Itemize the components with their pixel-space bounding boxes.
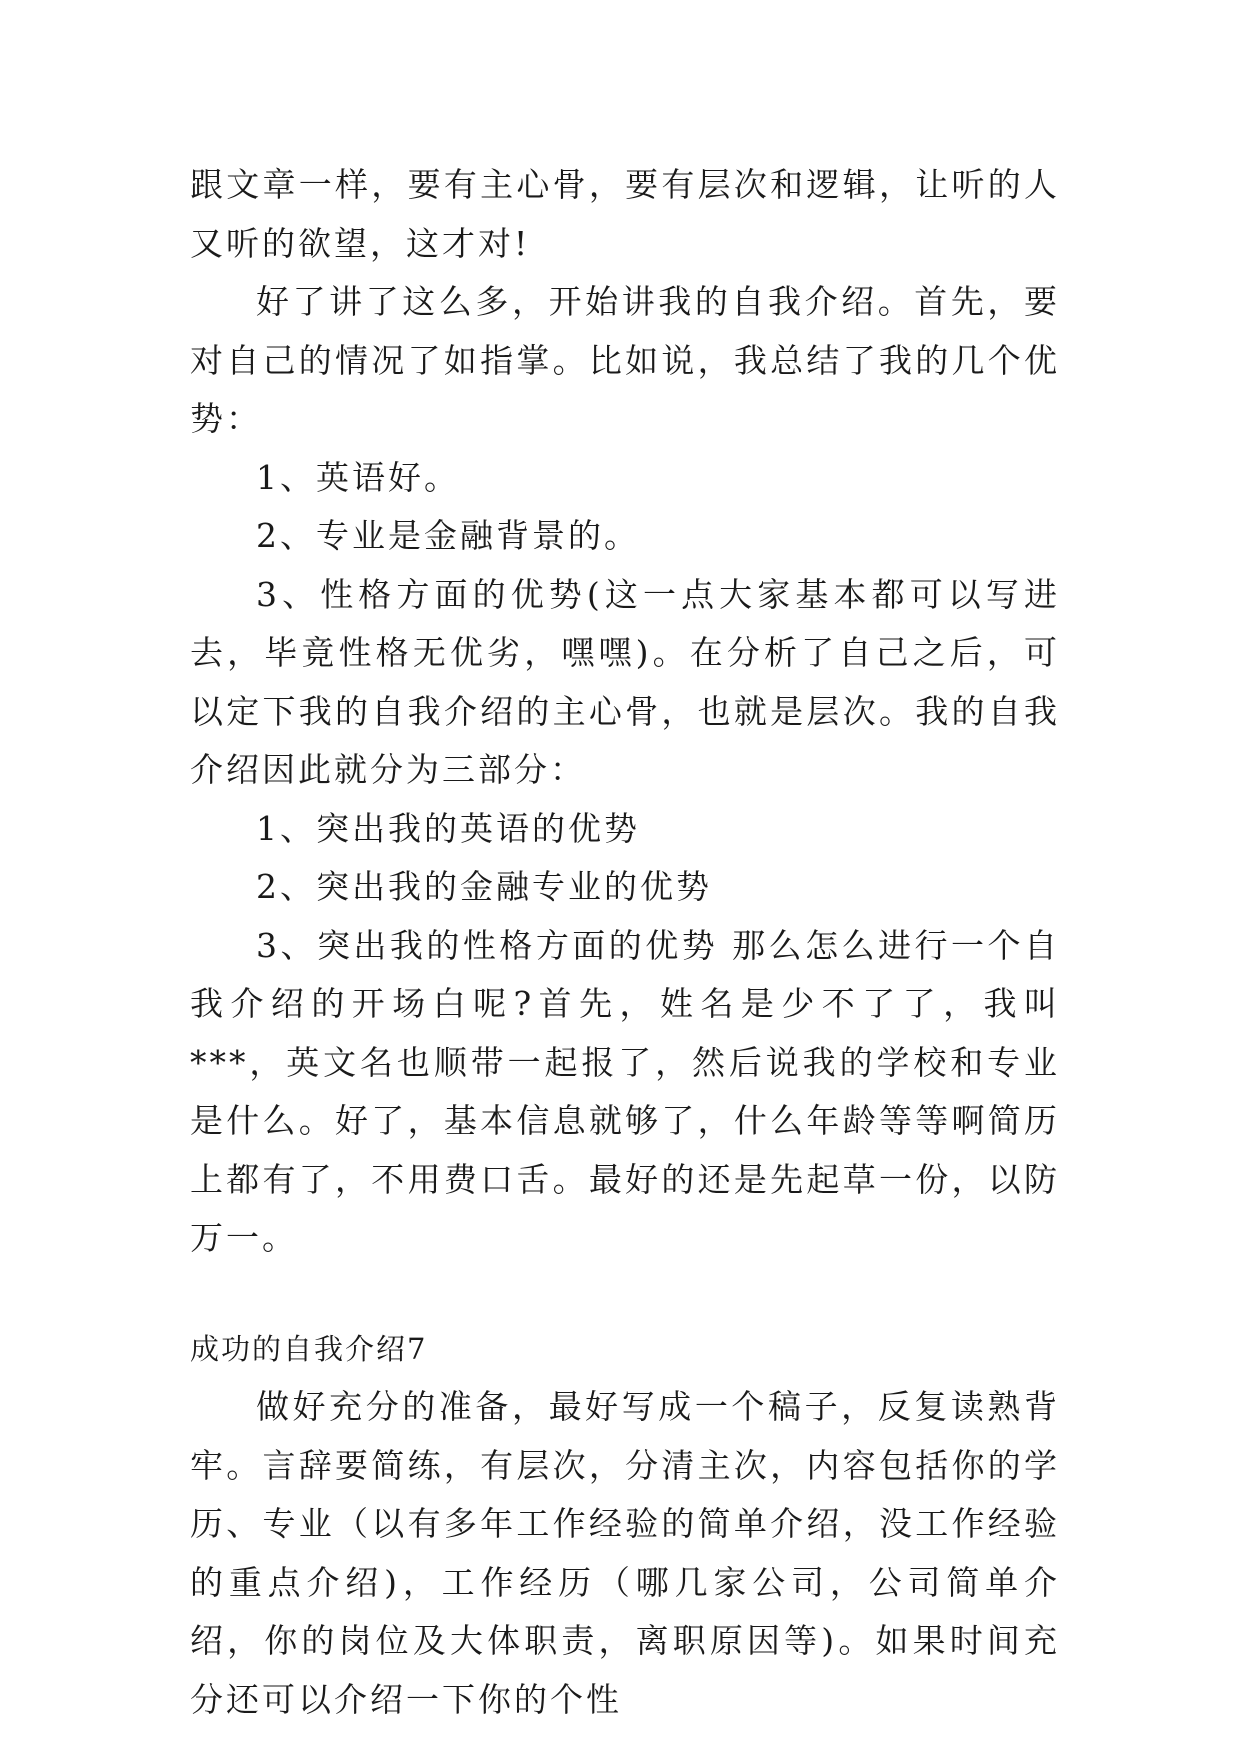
paragraph-preparation: 做好充分的准备，最好写成一个稿子，反复读熟背牢。言辞要简练，有层次，分清主次，内容包括你的学历、专业（以有多年工作经验的简单介绍，没工作经验的重点介绍)，工作经历（哪几家公司，公司简单介绍，你的岗位及大体职责，离职原因等)。如果时间充分还可以介绍一下你的个性 bbox=[190, 1387, 1060, 1719]
list-item-highlight-finance: 2、突出我的金融专业的优势 bbox=[256, 867, 712, 906]
list-item-highlight-english: 1、突出我的英语的优势 bbox=[256, 808, 640, 848]
section-heading: 成功的自我介绍7 bbox=[190, 1331, 428, 1366]
document-body bbox=[190, 156, 1060, 1729]
list-item-finance: 2、专业是金融背景的。 bbox=[256, 516, 640, 555]
paragraph-intro-end: 跟文章一样，要有主心骨，要有层次和逻辑，让听的人又听的欲望，这才对! bbox=[190, 165, 1060, 263]
list-item-highlight-personality: 3、突出我的性格方面的优势 那么怎么进行一个自我介绍的开场白呢?首先，姓名是少不了了，我叫***，英文名也顺带一起报了，然后说我的学校和专业是什么。好了，基本信息就够了，什么年龄等等啊简历上都有了，不用费口舌。最好的还是先起草一份，以防万一。 bbox=[190, 925, 1060, 1257]
paragraph-self-analysis: 好了讲了这么多，开始讲我的自我介绍。首先，要对自己的情况了如指掌。比如说，我总结了我的几个优势： bbox=[190, 282, 1060, 438]
list-item-personality: 3、性格方面的优势(这一点大家基本都可以写进去，毕竟性格无优劣，嘿嘿)。在分析了自己之后，可以定下我的自我介绍的主心骨，也就是层次。我的自我介绍因此就分为三部分： bbox=[190, 574, 1060, 789]
list-item-english: 1、英语好。 bbox=[256, 457, 460, 497]
